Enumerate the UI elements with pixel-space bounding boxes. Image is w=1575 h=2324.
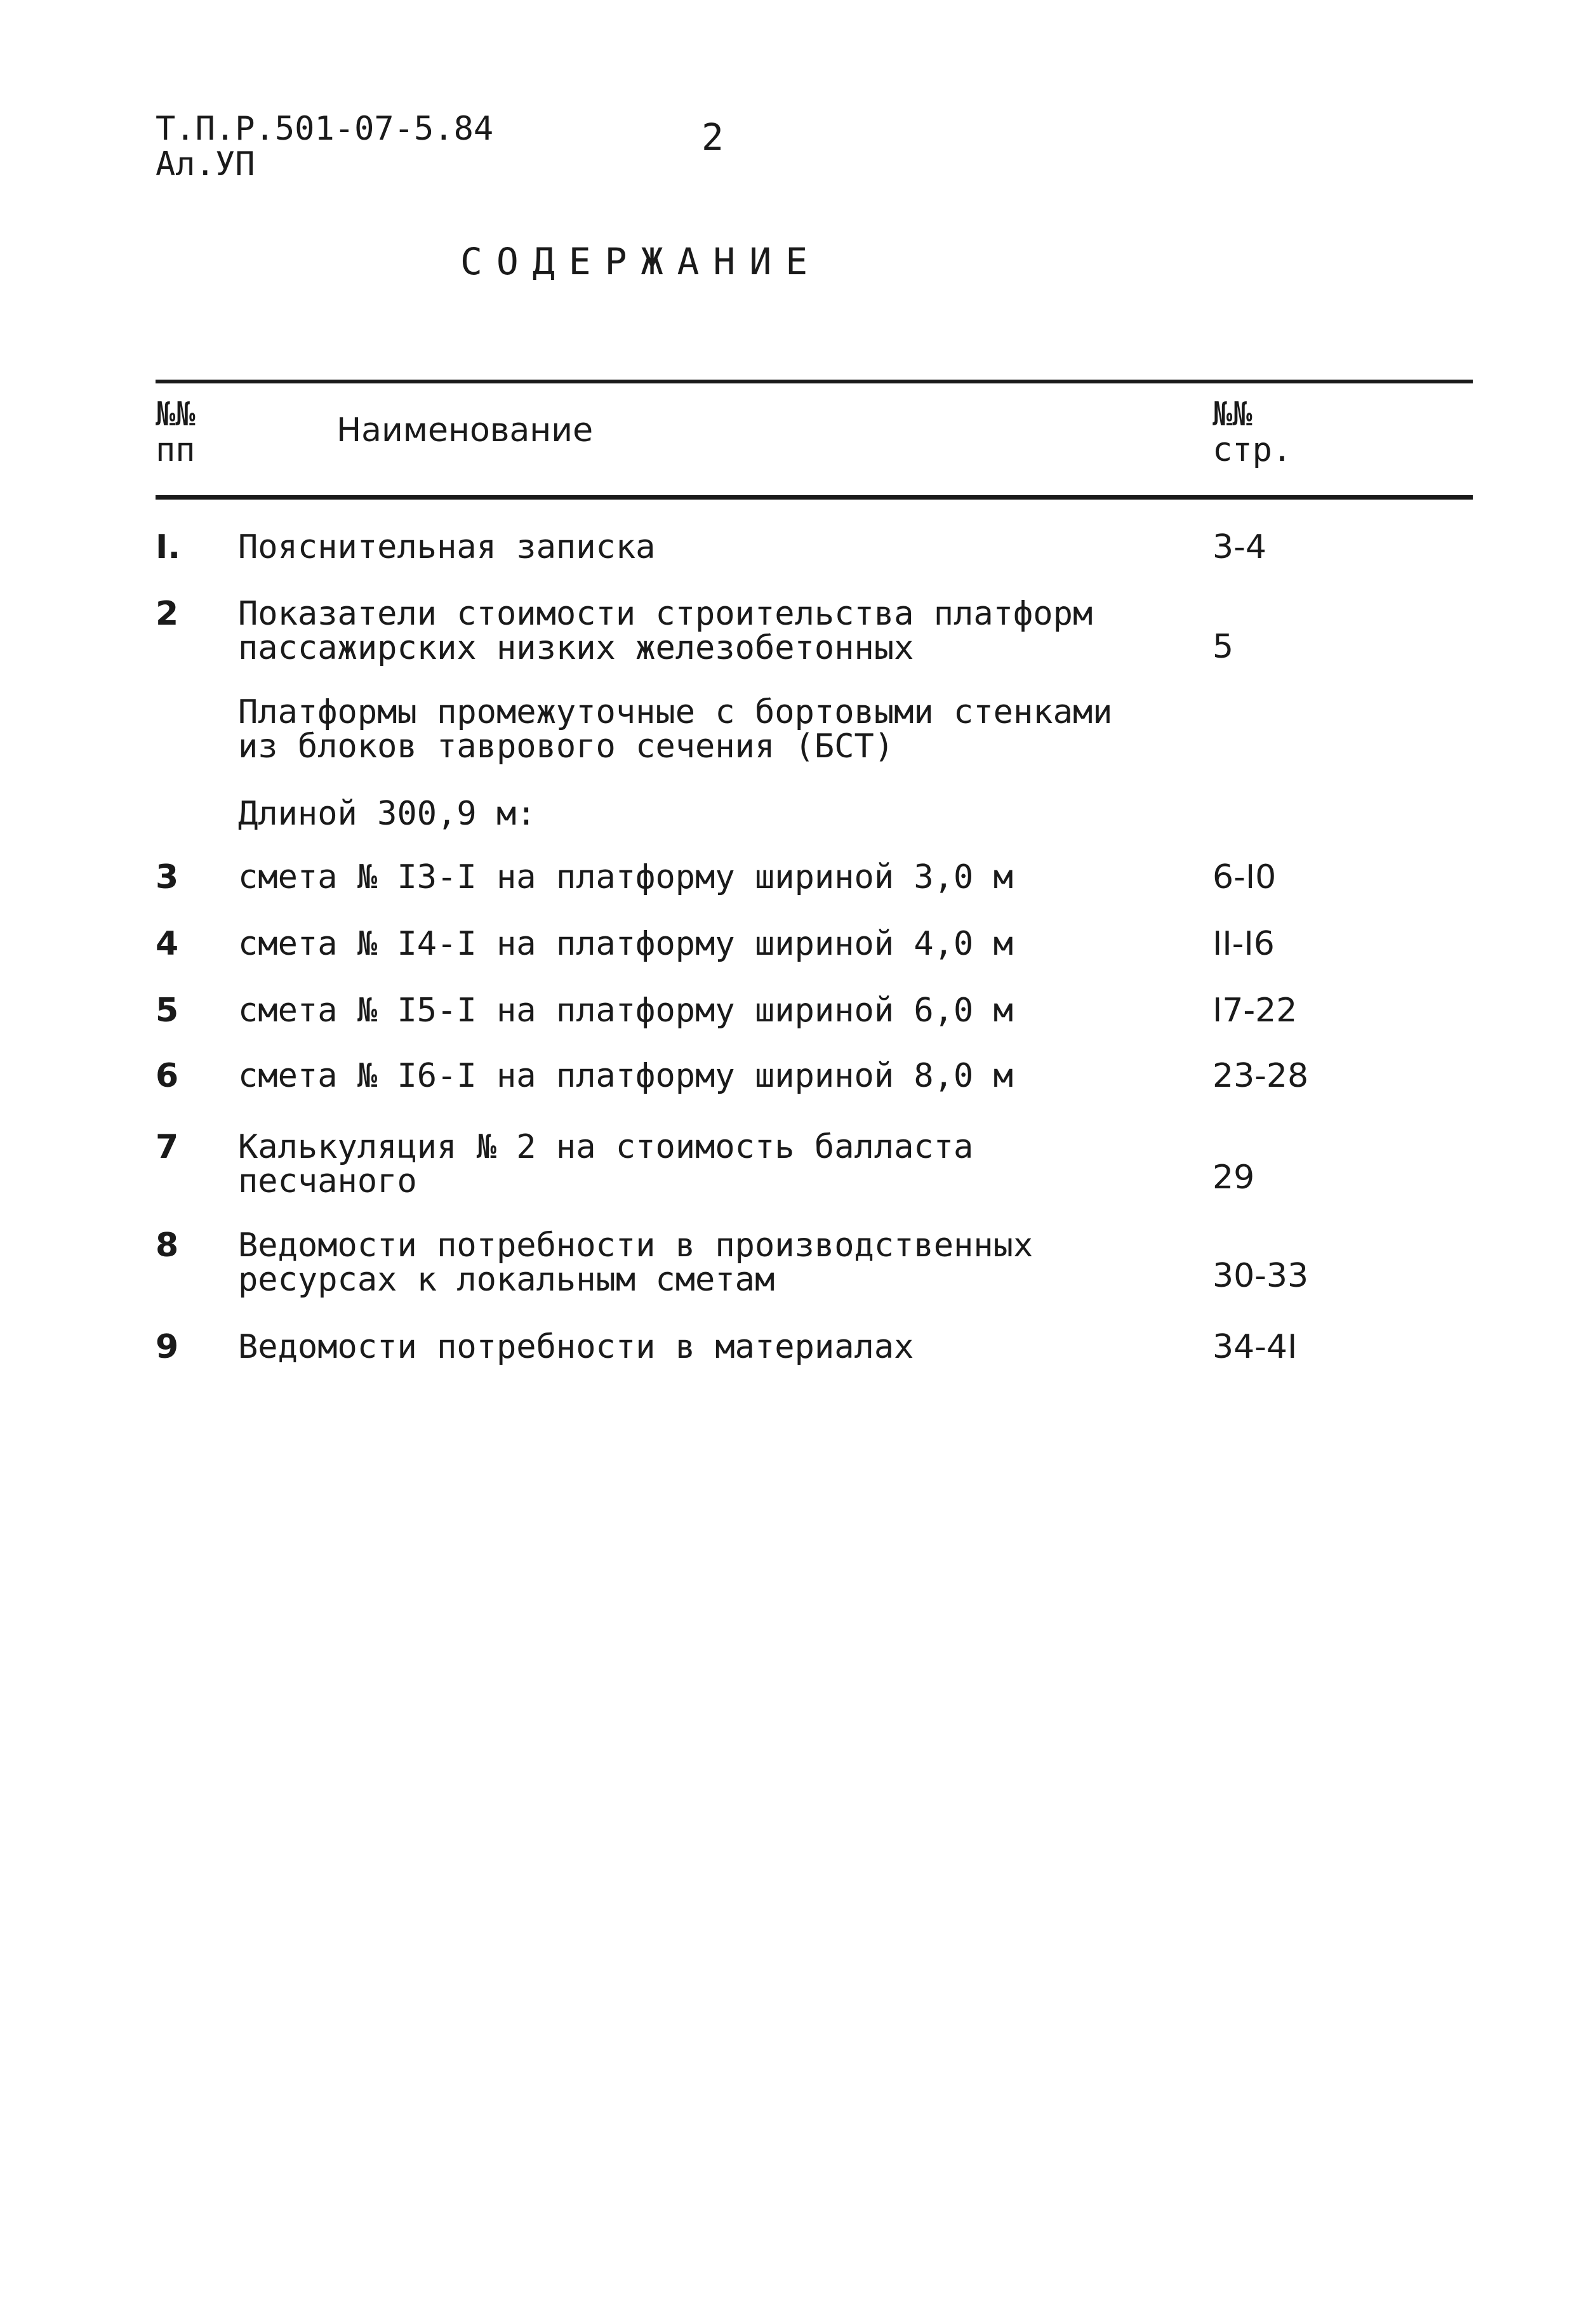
row-number: 4 xyxy=(156,925,179,963)
row-name: смета № I5-I на платформу шириной 6,0 м xyxy=(238,992,1013,1030)
column-header-name: Наименование xyxy=(336,411,594,449)
page-title: СОДЕРЖАНИЕ xyxy=(460,240,822,283)
row-name: Пояснительная записка xyxy=(238,528,656,566)
row-name: Калькуляция № 2 на стоимость балласта песчаного xyxy=(238,1128,974,1200)
table-header-rule xyxy=(156,495,1473,500)
document-code-line1: Т.П.Р.501-07-5.84 xyxy=(156,110,494,148)
row-pages: 5 xyxy=(1213,628,1234,666)
column-header-number-line2: пп xyxy=(156,431,196,469)
row-name: смета № I6-I на платформу шириной 8,0 м xyxy=(238,1057,1013,1095)
row-name: Ведомости потребности в материалах xyxy=(238,1328,914,1366)
column-header-number-line1: №№ xyxy=(156,395,196,434)
row-name: Показатели стоимости строительства платформ пассажирских низких железобетонных xyxy=(238,595,1093,667)
row-pages: 3-4 xyxy=(1213,528,1266,566)
document-code-line2: Ал.УП xyxy=(156,145,255,183)
row-pages: 30-33 xyxy=(1213,1257,1309,1295)
row-pages: 23-28 xyxy=(1213,1057,1309,1095)
row-number: 6 xyxy=(156,1057,179,1095)
row-number: 8 xyxy=(156,1226,179,1265)
row-number: 9 xyxy=(156,1328,179,1366)
row-pages: II-I6 xyxy=(1213,925,1275,963)
row-number: 5 xyxy=(156,992,179,1030)
row-number: I. xyxy=(156,528,181,566)
row-pages: 34-4I xyxy=(1213,1328,1298,1366)
row-name: смета № I3-I на платформу шириной 3,0 м xyxy=(238,858,1013,896)
row-pages: 6-I0 xyxy=(1213,858,1277,896)
column-header-page-line2: стр. xyxy=(1213,431,1293,469)
row-name: смета № I4-I на платформу шириной 4,0 м xyxy=(238,925,1013,963)
column-header-page-line1: №№ xyxy=(1213,395,1253,434)
column-header-number xyxy=(156,397,196,468)
row-pages: I7-22 xyxy=(1213,992,1298,1030)
page-number: 2 xyxy=(701,116,724,159)
row-number: 2 xyxy=(156,595,179,633)
document-code xyxy=(156,111,493,182)
table-top-rule xyxy=(156,380,1473,383)
row-name: Ведомости потребности в производственных ресурсах к локальным сметам xyxy=(238,1226,1033,1299)
column-header-page xyxy=(1213,397,1292,468)
row-name: Платформы промежуточные с бортовыми стенками из блоков таврового сечения (БСТ) xyxy=(238,693,1113,766)
row-number: 3 xyxy=(156,858,179,896)
row-name: Длиной 300,9 м: xyxy=(238,795,536,833)
row-pages: 29 xyxy=(1213,1159,1255,1197)
row-number: 7 xyxy=(156,1128,179,1166)
